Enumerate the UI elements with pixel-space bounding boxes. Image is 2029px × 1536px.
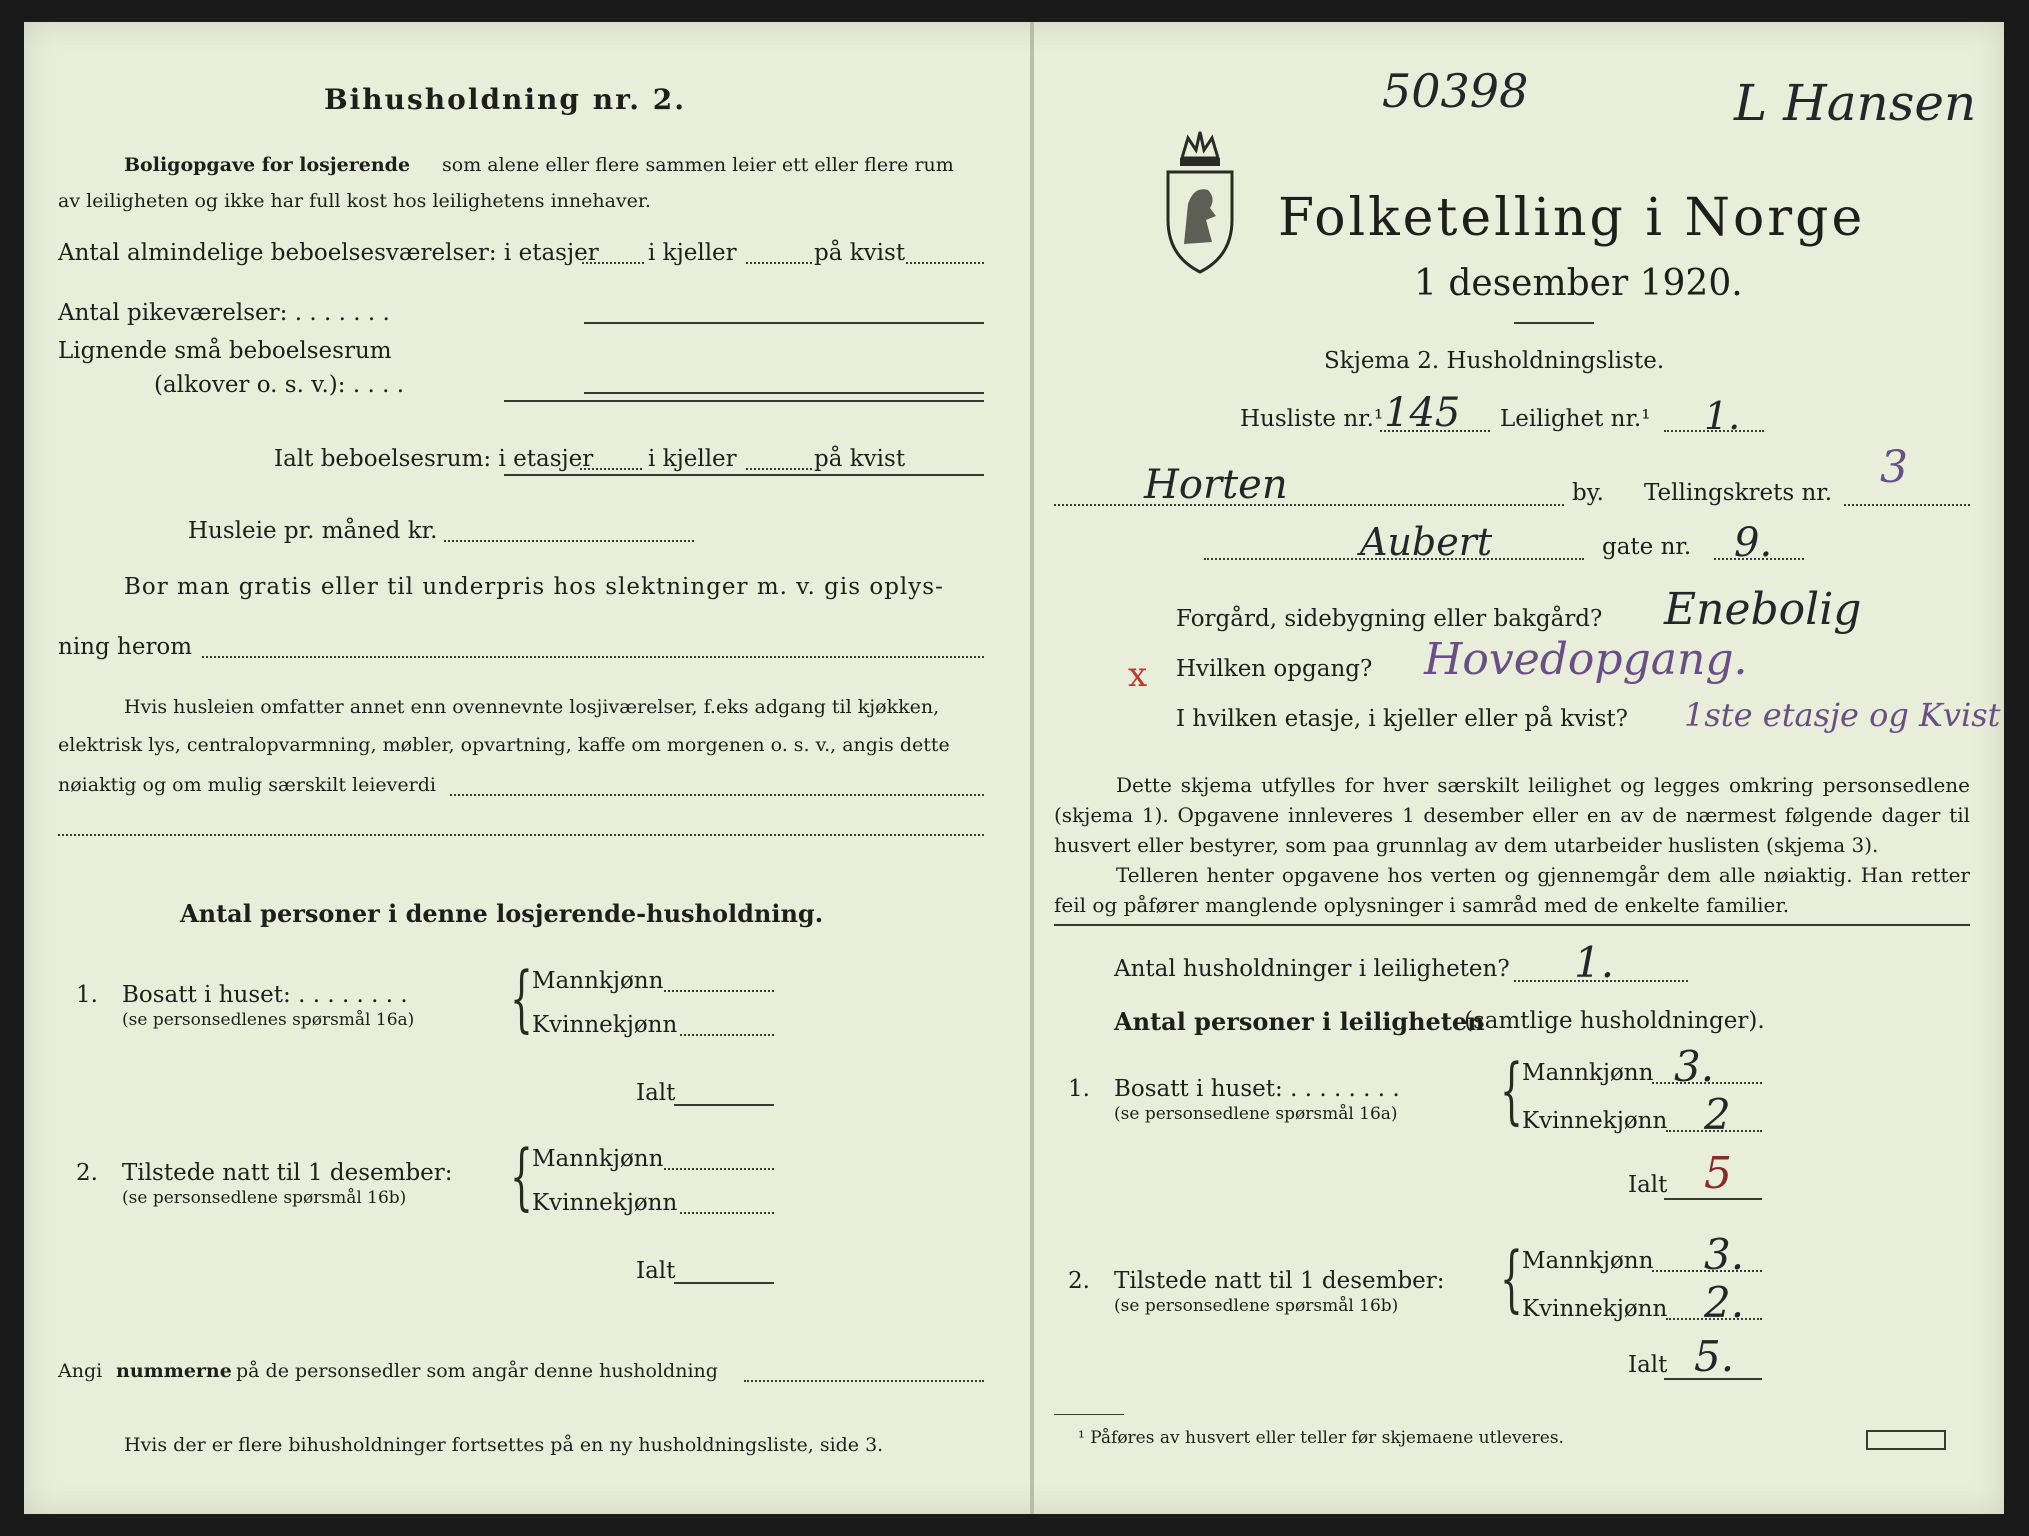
left-q2-sub: (se personsedlene spørsmål 16b) [122, 1188, 407, 1208]
right-q2-label: Tilstede natt til 1 desember: [1114, 1268, 1445, 1294]
leieverdi-field-2 [58, 834, 984, 836]
city-value: Horten [1144, 462, 1288, 508]
opgang-mark: x [1128, 655, 1148, 695]
ialt-kjeller-field [746, 468, 812, 470]
leilighet-field [1664, 430, 1764, 432]
rooms-kjeller-label: i kjeller [648, 240, 737, 266]
rooms-kjeller-field [746, 262, 812, 264]
left-q2-kvinne-field [680, 1212, 774, 1214]
right-q1-ialt-field [1664, 1198, 1762, 1200]
lignende-underline [504, 400, 984, 402]
right-q1-kvinne-field [1666, 1130, 1762, 1132]
page-fold [1030, 22, 1034, 1514]
antal-hush-field [1514, 980, 1688, 982]
by-label: by. [1572, 480, 1604, 506]
gate-value: 9. [1734, 520, 1773, 566]
forgard-label: Forgård, sidebygning eller bakgård? [1176, 606, 1603, 632]
census-form-sheet [24, 22, 2004, 1514]
right-q2-ialt-label: Ialt [1628, 1352, 1668, 1378]
right-q1-ialt-value: 5 [1704, 1148, 1732, 1199]
right-q2-mann-value: 3. [1704, 1230, 1745, 1279]
left-q1-brace: { [510, 956, 533, 1040]
hvis-line2: elektrisk lys, centralopvarmning, møbler, opvartning, kaffe om morgenen o. s. v., angis dette [58, 734, 950, 756]
gate-label: gate nr. [1602, 534, 1692, 560]
printer-stamp [1866, 1430, 1946, 1450]
ialt-etasjer-field [580, 468, 642, 470]
right-q1-mann-label: Mannkjønn [1522, 1060, 1654, 1086]
right-q1-num: 1. [1068, 1076, 1090, 1102]
left-q1-kvinne-label: Kvinnekjønn [532, 1012, 678, 1038]
right-q2-ialt-value: 5. [1694, 1332, 1735, 1381]
left-footer: Hvis der er flere bihusholdninger fortsettes på en ny husholdningsliste, side 3. [124, 1434, 884, 1456]
ialt-rooms-label: Ialt beboelsesrum: i etasjer [274, 446, 594, 472]
antal-hush-label: Antal husholdninger i leiligheten? [1114, 956, 1510, 982]
husliste-field [1380, 430, 1490, 432]
instructions-para-1: Dette skjema utfylles for hver særskilt leilighet og legges omkring personsedlene (skjema 1). Opgavene innleveres 1 desember eller en av de nærmest følgende dager til husvert eller bestyrer, som paa grunnlag av dem utarbeider huslisten (skjema 3). [1054, 773, 1970, 857]
right-q1-sub: (se personsedlene spørsmål 16a) [1114, 1104, 1398, 1124]
left-q2-kvinne-label: Kvinnekjønn [532, 1190, 678, 1216]
left-q1-ialt-label: Ialt [636, 1080, 676, 1106]
husliste-value: 145 [1384, 390, 1461, 436]
bor-man-line1: Bor man gratis eller til underpris hos slektninger m. v. gis oplys- [124, 574, 944, 600]
rooms-kvist-label: på kvist [814, 240, 906, 266]
archive-number: 50398 [1382, 64, 1529, 118]
census-date: 1 desember 1920. [1414, 263, 1743, 304]
left-q1-mann-label: Mannkjønn [532, 968, 664, 994]
left-q1-ialt-field [674, 1104, 774, 1106]
husleie-label: Husleie pr. måned kr. [188, 518, 438, 544]
right-q2-kvinne-label: Kvinnekjønn [1522, 1296, 1668, 1322]
footnote: ¹ Påføres av husvert eller teller før skjemaene utleveres. [1078, 1428, 1564, 1448]
signature: L Hansen [1734, 74, 1977, 132]
rooms-label: Antal almindelige beboelsesværelser: i etasjer [58, 240, 599, 266]
coat-of-arms-icon [1160, 124, 1240, 274]
right-q2-brace: { [1500, 1236, 1523, 1320]
antal-hush-value: 1. [1574, 938, 1615, 987]
ialt-kjeller-label: i kjeller [648, 446, 737, 472]
etasje-label: I hvilken etasje, i kjeller eller på kvist? [1176, 706, 1628, 732]
hvis-line3: nøiaktig og om mulig særskilt leieverdi [58, 774, 436, 796]
left-q2-mann-label: Mannkjønn [532, 1146, 664, 1172]
opgang-label: Hvilken opgang? [1176, 656, 1373, 682]
left-q2-label: Tilstede natt til 1 desember: [122, 1160, 453, 1186]
section-divider [1054, 924, 1970, 926]
right-q2-num: 2. [1068, 1268, 1090, 1294]
gate-field [1714, 558, 1804, 560]
lignende-line1: Lignende små beboelsesrum [58, 338, 392, 364]
opgang-value: Hovedopgang. [1424, 634, 1748, 685]
ialt-kvist-label: på kvist [814, 446, 906, 472]
right-q2-mann-label: Mannkjønn [1522, 1248, 1654, 1274]
left-q1-sub: (se personsedlenes spørsmål 16a) [122, 1010, 415, 1030]
title-rule [1514, 322, 1594, 324]
left-persons-heading: Antal personer i denne losjerende-husholdning. [180, 899, 824, 928]
right-q2-ialt-field [1664, 1378, 1762, 1380]
husliste-label: Husliste nr.¹ [1240, 406, 1384, 432]
right-q1-mann-field [1652, 1082, 1762, 1084]
intro-bold: Boligopgave for losjerende [124, 154, 411, 176]
pike-label: Antal pikeværelser: . . . . . . . [58, 300, 390, 326]
intro-line2: av leiligheten og ikke har full kost hos leilighetens innehaver. [58, 190, 651, 212]
tellingskrets-label: Tellingskrets nr. [1644, 480, 1833, 506]
right-q1-ialt-label: Ialt [1628, 1172, 1668, 1198]
tellingskrets-value: 3 [1880, 442, 1908, 493]
right-q2-kvinne-value: 2. [1704, 1278, 1745, 1327]
right-q2-sub: (se personsedlene spørsmål 16b) [1114, 1296, 1399, 1316]
forgard-value: Enebolig [1664, 584, 1862, 635]
footnote-rule [1054, 1414, 1124, 1415]
right-persons-bold: Antal personer i leiligheten [1114, 1007, 1485, 1036]
angi-bold: nummerne [116, 1360, 232, 1382]
left-q1-mann-field [664, 990, 774, 992]
schema-label: Skjema 2. Husholdningsliste. [1324, 348, 1665, 374]
rooms-kvist-field [906, 262, 984, 264]
ialt-underline [504, 474, 984, 476]
instructions-para-2: Telleren henter opgavene hos verten og gjennemgår dem alle nøiaktig. Han retter feil og påfører manglende oplysninger i samråd med de enkelte familier. [1054, 863, 1970, 917]
husleie-field [444, 540, 694, 542]
city-field [1054, 504, 1564, 506]
right-persons-rest: (samtlige husholdninger). [1464, 1008, 1765, 1034]
angi-pre: Angi [58, 1360, 103, 1382]
left-q1-kvinne-field [680, 1034, 774, 1036]
etasje-value: 1ste etasje og Kvist [1684, 696, 2001, 734]
street-value: Aubert [1360, 520, 1493, 564]
right-q2-kvinne-field [1666, 1318, 1762, 1320]
left-q1-num: 1. [76, 982, 98, 1008]
left-q2-ialt-field [674, 1282, 774, 1284]
bor-man-line2: ning herom [58, 634, 193, 660]
leilighet-label: Leilighet nr.¹ [1500, 406, 1651, 432]
left-q2-mann-field [664, 1168, 774, 1170]
main-title: Folketelling i Norge [1278, 188, 1866, 248]
bor-man-field [202, 656, 984, 658]
right-q1-label: Bosatt i huset: . . . . . . . . [1114, 1076, 1400, 1102]
angi-rest: på de personsedler som angår denne husholdning [236, 1360, 718, 1382]
rooms-etasjer-field [582, 262, 644, 264]
right-q1-kvinne-label: Kvinnekjønn [1522, 1108, 1668, 1134]
hvis-line1: Hvis husleien omfatter annet enn ovennevnte losjiværelser, f.eks adgang til kjøkken, [124, 696, 940, 718]
leieverdi-field [450, 794, 984, 796]
right-q2-mann-field [1652, 1270, 1762, 1272]
right-q1-kvinne-value: 2 [1704, 1090, 1731, 1139]
left-q1-label: Bosatt i huset: . . . . . . . . [122, 982, 408, 1008]
angi-field [744, 1380, 984, 1382]
left-title: Bihusholdning nr. 2. [324, 83, 686, 116]
street-field [1204, 558, 1584, 560]
intro-rest: som alene eller flere sammen leier ett eller flere rum [442, 154, 954, 176]
left-q2-brace: { [510, 1134, 533, 1218]
leilighet-value: 1. [1704, 394, 1741, 438]
right-q1-brace: { [1500, 1048, 1523, 1132]
lignende-line2: (alkover o. s. v.): . . . . [154, 372, 405, 398]
tellingskrets-field [1844, 504, 1970, 506]
lignende-field [584, 392, 984, 394]
right-q1-mann-value: 3. [1674, 1042, 1715, 1091]
pike-field [584, 322, 984, 324]
left-q2-ialt-label: Ialt [636, 1258, 676, 1284]
left-q2-num: 2. [76, 1160, 98, 1186]
